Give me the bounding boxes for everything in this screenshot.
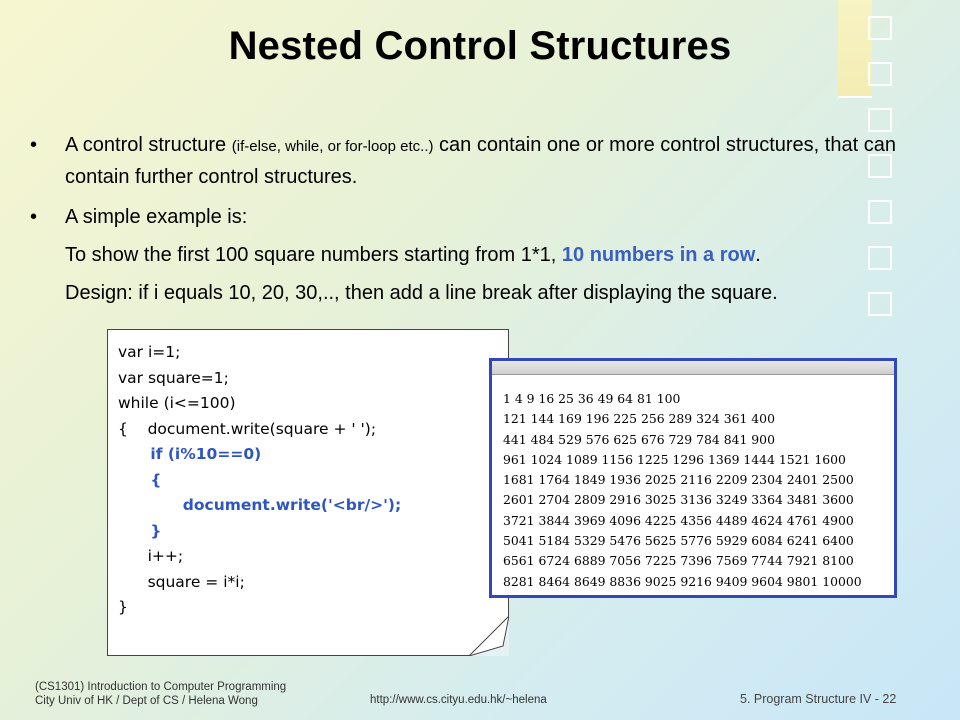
code-line: var i=1;: [118, 343, 181, 361]
code-line: i++;: [118, 547, 184, 565]
bullet-list: [30, 130, 910, 308]
output-line: 961 1024 1089 1156 1225 1296 1369 1444 1521 1600: [503, 451, 846, 467]
code-line: {: [118, 470, 162, 489]
output-line: 3721 3844 3969 4096 4225 4356 4489 4624 4761 4900: [503, 512, 854, 528]
bullet-text-part: can contain one or more control structures, that can contain further control structures.: [65, 134, 896, 188]
output-lines: [492, 375, 894, 592]
description-text: .: [755, 244, 761, 266]
footer-page-label: 5. Program Structure IV - 22: [740, 692, 897, 706]
bullet-marker: •: [30, 206, 38, 228]
bullet-item: [30, 130, 910, 192]
footer-course-line1: (CS1301) Introduction to Computer Programming: [35, 681, 287, 693]
output-line: 441 484 529 576 625 676 729 784 841 900: [503, 431, 775, 447]
footer-course-line2: City Univ of HK / Dept of CS / Helena Wong: [35, 695, 258, 707]
bullet-marker: •: [30, 134, 38, 156]
bullet-text: A simple example is:: [65, 206, 248, 228]
output-line: 5041 5184 5329 5476 5625 5776 5929 6084 6241 6400: [503, 533, 854, 549]
decorative-square: [868, 108, 892, 132]
code-listing: [107, 329, 509, 656]
output-line: 1 4 9 16 25 36 49 64 81 100: [503, 391, 681, 406]
output-line: 8281 8464 8649 8836 9025 9216 9409 9604 9801 10000: [503, 573, 862, 589]
footer-url: http://www.cs.cityu.edu.hk/~helena: [370, 694, 547, 706]
browser-output-window: [489, 358, 897, 598]
example-description: [65, 240, 910, 270]
browser-toolbar-strip: [492, 361, 894, 375]
output-line: 6561 6724 6889 7056 7225 7396 7569 7744 7921 8100: [503, 553, 854, 569]
output-line: 1681 1764 1849 1936 2025 2116 2209 2304 2401 2500: [503, 472, 854, 488]
code-line: }: [118, 521, 162, 540]
description-text: To show the first 100 square numbers starting from 1*1,: [65, 244, 562, 266]
output-line: 121 144 169 196 225 256 289 324 361 400: [503, 411, 775, 427]
code-line: while (i<=100): [118, 394, 236, 412]
code-lines: [118, 340, 508, 621]
bullet-text-small: (if-else, while, or for-loop etc..): [231, 138, 434, 155]
footer-course: [35, 680, 286, 708]
code-line: var square=1;: [118, 368, 229, 387]
code-line: { document.write(square + ' ');: [118, 419, 377, 438]
highlight-text: 10 numbers in a row: [561, 244, 756, 266]
code-line: document.write('<br/>');: [118, 496, 402, 514]
design-description: Design: if i equals 10, 20, 30,.., then add a line break after displaying the square.: [65, 282, 778, 304]
bullet-text: [65, 130, 910, 192]
page-curl-icon: [469, 616, 509, 656]
bullet-text-part: A control structure: [65, 134, 232, 156]
slide-title: Nested Control Structures: [228, 24, 732, 68]
bullet-item: [30, 202, 910, 232]
code-line: square = i*i;: [118, 572, 245, 591]
output-line: 2601 2704 2809 2916 3025 3136 3249 3364 3481 3600: [503, 492, 854, 508]
code-line: }: [118, 598, 128, 616]
code-line: if (i%10==0): [118, 445, 262, 463]
